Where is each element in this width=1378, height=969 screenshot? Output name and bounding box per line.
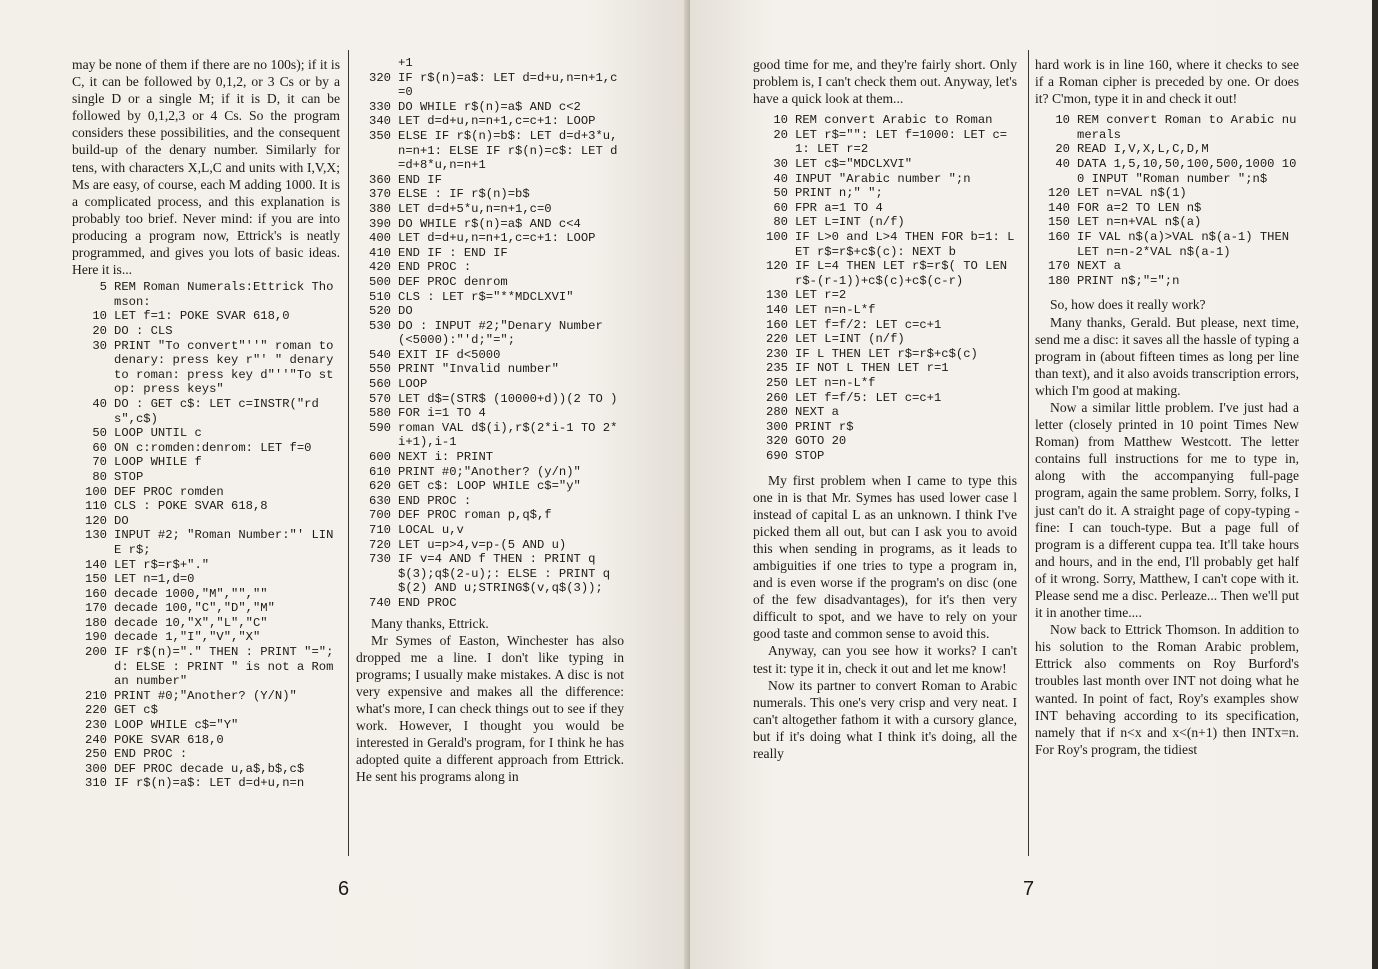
line-number: 170: [1048, 259, 1070, 274]
code-line: [753, 186, 1017, 201]
line-number: 600: [369, 450, 391, 465]
left-column-1: [72, 56, 340, 791]
paragraph: Many thanks, Gerald. But please, next time, send me a disc: it saves all the hassle of typing a program in (about fifteen times as long per line than text), and it also avoids transcription errors, which I'm good at making.: [1035, 314, 1299, 398]
code-statement: PRINT "Invalid number": [398, 362, 559, 377]
line-number: 170: [85, 601, 107, 616]
code-statement: END IF: [398, 172, 442, 187]
code-statement: NEXT i: PRINT: [398, 450, 494, 465]
code-statement: LET r=2: [795, 288, 847, 303]
code-statement: DATA 1,5,10,50,100,500,1000 100 INPUT "Roman number ";n$: [1077, 157, 1297, 186]
code-statement: FPR a=1 TO 4: [795, 200, 883, 215]
line-number: [356, 56, 398, 71]
code-statement: IF r$(n)="." THEN : PRINT "=";d: ELSE : PRINT " is not a Roman number": [114, 645, 334, 689]
arabic-to-roman-listing: [753, 113, 1017, 463]
code-statement: decade 1,"I","V","X": [114, 630, 261, 645]
code-statement: IF L>0 and L>4 THEN FOR b=1: LET r$=r$+c$(c): NEXT b: [795, 230, 1015, 259]
code-statement: GET c$: [114, 703, 158, 718]
paragraph: Anyway, can you see how it works? I can't test it: type it in, check it out and let me know!: [753, 643, 1017, 676]
code-statement: LET u=p>4,v=p-(5 AND u): [398, 537, 567, 552]
code-line: [1035, 113, 1299, 142]
column-rule: [1028, 50, 1029, 856]
code-line: [356, 552, 624, 596]
right-page: [690, 0, 1378, 969]
line-number: 420: [369, 260, 391, 275]
code-line: [356, 538, 624, 553]
line-number: 40: [92, 396, 107, 411]
code-line: [356, 56, 624, 71]
code-line: [356, 392, 624, 407]
code-line: [356, 494, 624, 509]
line-number: 320: [766, 434, 788, 449]
code-line: [356, 114, 624, 129]
code-line: [356, 348, 624, 363]
paragraph: Mr Symes of Easton, Winchester has also dropped me a line. I don't like typing in programs; I usually make mistakes. A disc is not very expensive and makes all the difference: what's more, I can check things out to see if they work. However, I thought you would be interested in Gerald's program, for I think he has adopted quite a different approach from Ettrick. He sent his programs along in: [356, 632, 624, 785]
code-line: [1035, 274, 1299, 289]
line-number: 380: [369, 201, 391, 216]
code-line: [72, 762, 340, 777]
code-line: [1035, 157, 1299, 186]
page-number: 6: [338, 878, 350, 900]
code-statement: decade 10,"X","L","C": [114, 615, 268, 630]
line-number: 150: [85, 572, 107, 587]
code-statement: EXIT IF d<5000: [398, 347, 501, 362]
code-line: [356, 246, 624, 261]
line-number: 130: [766, 288, 788, 303]
code-statement: LET d=d+5*u,n=n+1,c=0: [398, 201, 552, 216]
code-statement: CLS : POKE SVAR 618,8: [114, 499, 268, 514]
line-number: 60: [92, 440, 107, 455]
code-line: [72, 645, 340, 689]
line-number: 350: [369, 128, 391, 143]
line-number: 250: [85, 747, 107, 762]
code-line: [753, 157, 1017, 172]
right-column-2: [1035, 56, 1299, 758]
line-number: 160: [85, 586, 107, 601]
code-line: [356, 377, 624, 392]
code-line: [753, 332, 1017, 347]
code-statement: REM convert Arabic to Roman: [795, 113, 993, 128]
code-statement: DO: [398, 304, 413, 319]
right-col1-text-top: [753, 56, 1017, 107]
code-statement: IF r$(n)=a$: LET d=d+u,n=n: [114, 776, 305, 791]
line-number: 280: [766, 405, 788, 420]
line-number: 220: [766, 332, 788, 347]
code-line: [72, 630, 340, 645]
code-line: [72, 558, 340, 573]
code-line: [72, 397, 340, 426]
line-number: 100: [85, 484, 107, 499]
paragraph: Now a similar little problem. I've just had a letter (closely printed in 10 point Times New Roman) from Matthew Westcott. The letter contains full instructions for me to type in, along with the accompanying full-page program, again the same problem. Sorry, folks, I just can't do it. A straight page of copy-typing - fine: I can touch-type. But a page full of program is a different cuppa tea. It'll take hours and hours, and in the end, I'll probably get half of it wrong. Sorry, Matthew, I can't cope with it. Please send me a disc. Perleaze... Then we'll put it in another time....: [1035, 399, 1299, 621]
code-statement: PRINT "To convert"''" roman to denary: press key r"' " denary to roman: press key d"''"To stop: press keys": [114, 338, 341, 397]
line-number: 530: [369, 318, 391, 333]
code-line: [753, 128, 1017, 157]
code-line: [356, 479, 624, 494]
code-line: [753, 172, 1017, 187]
code-statement: LET L=INT (n/f): [795, 332, 905, 347]
line-number: 210: [85, 688, 107, 703]
code-line: [356, 231, 624, 246]
code-line: [753, 376, 1017, 391]
code-statement: decade 1000,"M","","": [114, 586, 268, 601]
line-number: 230: [766, 346, 788, 361]
line-number: 20: [92, 324, 107, 338]
code-line: [72, 587, 340, 602]
code-line: [356, 202, 624, 217]
paragraph: Now its partner to convert Roman to Arabic numerals. This one's very crisp and very neat. I can't altogether fathom it with a cursory glance, but if it's doing what I think it's doing, all the really: [753, 677, 1017, 762]
code-statement: ELSE IF r$(n)=b$: LET d=d+3*u,n=n+1: ELSE IF r$(n)=c$: LET d=d+8*u,n=n+1: [398, 128, 618, 173]
code-line: [1035, 201, 1299, 216]
code-line: [1035, 142, 1299, 157]
line-number: 235: [766, 361, 788, 376]
right-col2-text-top: [1035, 56, 1299, 107]
code-statement: IF v=4 AND f THEN : PRINT q$(3);q$(2-u);: ELSE : PRINT q$(2) AND u;STRING$(v,q$(3));: [398, 552, 611, 596]
code-statement: IF r$(n)=a$: LET d=d+u,n=n+1,c=0: [398, 70, 618, 100]
paragraph: Now back to Ettrick Thomson. In addition to his solution to the Roman Arabic problem, Ettrick also comments on Roy Burford's troubles last month over INT not doing what he wanted. In point of fact, Roy's examples show INT behaving according to its specification, namely that if n<x and x<(n+1) then INTx=n. For Roy's program, the tidiest: [1035, 622, 1299, 757]
code-line: [356, 187, 624, 202]
code-statement: PRINT n;" ";: [795, 186, 883, 201]
code-statement: LOOP UNTIL c: [114, 426, 202, 441]
code-line: [72, 733, 340, 748]
code-statement: REM Roman Numerals:Ettrick Thomson:: [114, 280, 334, 309]
line-number: 140: [1048, 200, 1070, 215]
line-number: 40: [1055, 157, 1070, 172]
code-statement: LET c$="MDCLXVI": [795, 157, 913, 172]
line-number: 340: [369, 114, 391, 129]
code-line: [1035, 186, 1299, 201]
line-number: 10: [773, 113, 788, 128]
code-line: [72, 747, 340, 762]
code-statement: END IF : END IF: [398, 245, 508, 260]
code-line: [753, 230, 1017, 259]
code-statement: GOTO 20: [795, 434, 847, 449]
line-number: 540: [369, 347, 391, 362]
code-line: [753, 420, 1017, 435]
code-line: [753, 215, 1017, 230]
code-line: [356, 275, 624, 290]
code-line: [753, 449, 1017, 464]
code-statement: INPUT #2; "Roman Number:"' LINE r$;: [114, 528, 334, 557]
code-line: [72, 718, 340, 733]
code-line: [356, 71, 624, 100]
code-line: [1035, 215, 1299, 230]
line-number: 300: [85, 761, 107, 776]
line-number: 330: [369, 99, 391, 114]
line-number: 50: [92, 426, 107, 441]
code-statement: POKE SVAR 618,0: [114, 732, 224, 747]
code-line: [72, 703, 340, 718]
code-statement: LOOP WHILE f: [114, 455, 202, 470]
paragraph: So, how does it really work?: [1050, 297, 1206, 313]
paragraph: may be none of them if there are no 100s); if it is C, it can be followed by 0,1,2, or 3 Cs or by a single D or a single M; if it is D, it can be followed by 0,1,2,3 or 4 Cs. So the program considers these possibilities, and the consequent build-up of the denary number. Similarly for tens, with characters X,L,C and units with I,V,X; Ms are easy, of course, each M adding 1000. It is a complicated process, and this explanation is probably too brief. Never mind: if you are into producing a program now, Ettrick's is neatly programmed, and gives you lots of basic ideas. Here it is...: [72, 57, 340, 278]
left-col1-text: [72, 56, 340, 278]
code-statement: STOP: [795, 448, 825, 463]
code-statement: LET f=f/2: LET c=c+1: [795, 317, 942, 332]
line-number: 720: [369, 537, 391, 552]
code-statement: DEF PROC roman p,q$,f: [398, 508, 552, 523]
line-number: 240: [85, 732, 107, 747]
code-line: [72, 280, 340, 309]
code-statement: IF L=4 THEN LET r$=r$( TO LEN r$-(r-1))+c$(c)+c$(c-r): [795, 259, 1015, 288]
code-line: [72, 470, 340, 485]
code-line: [72, 339, 340, 397]
code-line: [356, 129, 624, 173]
code-line: [356, 304, 624, 319]
line-number: 300: [766, 419, 788, 434]
code-statement: IF VAL n$(a)>VAL n$(a-1) THEN LET n=n-2*VAL n$(a-1): [1077, 230, 1297, 259]
code-statement: READ I,V,X,L,C,D,M: [1077, 142, 1209, 157]
code-line: [356, 465, 624, 480]
line-number: 690: [766, 448, 788, 463]
code-line: [72, 601, 340, 616]
code-statement: LET n=n+VAL n$(a): [1077, 215, 1202, 230]
code-statement: END PROC: [398, 595, 457, 610]
code-line: [72, 776, 340, 791]
paragraph: hard work is in line 160, where it checks to see if a Roman cipher is preceded by one. Or does it? C'mon, type it in and check it out!: [1035, 57, 1299, 107]
line-number: 620: [369, 479, 391, 494]
code-line: [356, 406, 624, 421]
code-line: [72, 572, 340, 587]
line-number: 730: [369, 552, 391, 567]
code-line: [72, 309, 340, 324]
code-statement: ELSE : IF r$(n)=b$: [398, 187, 530, 202]
line-number: 150: [1048, 215, 1070, 230]
line-number: 80: [92, 469, 107, 484]
code-statement: IF L THEN LET r$=r$+c$(c): [795, 346, 978, 361]
line-number: 200: [85, 645, 107, 660]
line-number: 390: [369, 216, 391, 231]
line-number: 520: [369, 304, 391, 319]
line-number: 140: [766, 303, 788, 317]
line-number: 60: [773, 200, 788, 215]
code-statement: PRINT #0;"Another? (y/n)": [398, 464, 581, 479]
code-statement: DO WHILE r$(n)=a$ AND c<2: [398, 99, 581, 114]
roman-denary-listing-part2: [356, 56, 624, 611]
line-number: 30: [773, 157, 788, 172]
code-statement: LET r$="": LET f=1000: LET c=1: LET r=2: [795, 127, 1008, 157]
code-line: [1035, 230, 1299, 259]
paragraph: good time for me, and they're fairly short. Only problem is, I can't check them out. Anyway, let's have a quick look at them...: [753, 57, 1017, 107]
line-number: 20: [1055, 142, 1070, 157]
code-line: [753, 405, 1017, 420]
code-statement: END PROC :: [398, 493, 472, 508]
line-number: 560: [369, 377, 391, 392]
code-line: [753, 113, 1017, 128]
line-number: 360: [369, 172, 391, 187]
code-line: [72, 689, 340, 704]
code-statement: DEF PROC romden: [114, 484, 224, 499]
code-statement: DEF PROC decade u,a$,b$,c$: [114, 761, 305, 776]
line-number: 10: [92, 309, 107, 324]
line-number: 5: [99, 280, 107, 295]
code-statement: LOCAL u,v: [398, 523, 464, 537]
line-number: 610: [369, 464, 391, 479]
code-statement: STOP: [114, 469, 144, 484]
code-statement: LET L=INT (n/f): [795, 215, 905, 230]
code-statement: LET f=f/5: LET c=c+1: [795, 390, 942, 405]
code-statement: PRINT n$;"=";n: [1077, 273, 1180, 288]
line-number: 370: [369, 187, 391, 202]
line-number: 260: [766, 390, 788, 405]
code-line: [753, 434, 1017, 449]
code-line: [753, 288, 1017, 303]
code-statement: DO : INPUT #2;"Denary Number (<5000):"'d;"=";: [398, 318, 611, 348]
code-statement: INPUT "Arabic number ";n: [795, 171, 971, 186]
code-statement: LET d=d+u,n=n+1,c=c+1: LOOP: [398, 231, 596, 246]
code-line: [72, 528, 340, 557]
line-number: 710: [369, 523, 391, 537]
code-statement: ON c:romden:denrom: LET f=0: [114, 440, 312, 455]
code-statement: GET c$: LOOP WHILE c$="y": [398, 479, 581, 494]
right-column-1: [753, 56, 1017, 762]
line-number: 400: [369, 231, 391, 246]
line-number: 50: [773, 186, 788, 201]
code-line: [72, 616, 340, 631]
code-line: [356, 523, 624, 538]
line-number: 740: [369, 595, 391, 610]
line-number: 100: [766, 230, 788, 245]
scan-edge: [1372, 0, 1378, 969]
line-number: 320: [369, 70, 391, 85]
code-statement: LET d$=(STR$ (10000+d))(2 TO ): [398, 391, 618, 406]
paragraph: Many thanks, Ettrick.: [371, 615, 489, 631]
code-statement: LOOP: [398, 377, 428, 392]
code-statement: DO WHILE r$(n)=a$ AND c<4: [398, 216, 581, 231]
line-number: 10: [1055, 113, 1070, 128]
code-statement: DEF PROC denrom: [398, 274, 508, 289]
code-line: [72, 499, 340, 514]
code-statement: FOR i=1 TO 4: [398, 406, 486, 421]
left-col2-text: [356, 615, 624, 786]
line-number: 80: [773, 215, 788, 230]
code-statement: PRINT r$: [795, 419, 854, 434]
page-number: 7: [1023, 878, 1035, 900]
right-col2-text: [1035, 296, 1299, 758]
code-line: [72, 426, 340, 441]
line-number: 220: [85, 703, 107, 718]
code-line: [356, 217, 624, 232]
code-statement: roman VAL d$(i),r$(2*i-1 TO 2*i+1),i-1: [398, 420, 618, 450]
code-statement: LET d=d+u,n=n+1,c=c+1: LOOP: [398, 114, 596, 129]
column-rule: [348, 50, 349, 856]
roman-to-arabic-listing: [1035, 113, 1299, 288]
code-line: [753, 391, 1017, 406]
line-number: 20: [773, 127, 788, 142]
code-line: [356, 362, 624, 377]
code-statement: LET n=VAL n$(1): [1077, 186, 1187, 201]
line-number: 700: [369, 508, 391, 523]
code-statement: PRINT #0;"Another? (Y/N)": [114, 688, 297, 703]
code-line: [753, 259, 1017, 288]
code-line: [753, 201, 1017, 216]
line-number: 580: [369, 406, 391, 421]
code-statement: END PROC :: [114, 747, 188, 762]
code-statement: NEXT a: [795, 405, 839, 420]
code-line: [1035, 259, 1299, 274]
paragraph: My first problem when I came to type this one in is that Mr. Symes has used lower case l instead of capital L as an unknown. I think I've picked them all out, but can I ask you to avoid this when sending in programs, as it leads to ambiguities if one tries to type a program in, and is even worse if the program's on disc (one of the few disadvantages), for it's then very difficult to spot, and we have to rely on your good taste and common sense to avoid this.: [753, 472, 1017, 642]
line-number: 180: [85, 615, 107, 630]
line-number: 630: [369, 493, 391, 508]
roman-denary-listing-part1: [72, 280, 340, 791]
code-statement: DO: [114, 513, 129, 528]
code-line: [356, 450, 624, 465]
line-number: 110: [85, 499, 107, 514]
line-number: 500: [369, 274, 391, 289]
code-line: [753, 361, 1017, 376]
line-number: 590: [369, 420, 391, 435]
code-statement: decade 100,"C","D","M": [114, 601, 275, 616]
code-statement: LET n=n-L*f: [795, 375, 876, 390]
code-line: [356, 173, 624, 188]
code-statement: LOOP WHILE c$="Y": [114, 718, 239, 733]
code-line: [356, 100, 624, 115]
code-statement: END PROC :: [398, 260, 472, 275]
left-column-2: [356, 56, 624, 786]
code-statement: NEXT a: [1077, 259, 1121, 274]
line-number: 120: [85, 513, 107, 528]
code-line: [72, 514, 340, 529]
right-col1-text: [753, 472, 1017, 763]
code-line: [72, 441, 340, 456]
code-line: [753, 318, 1017, 333]
line-number: 510: [369, 289, 391, 304]
line-number: 40: [773, 171, 788, 186]
code-line: [753, 303, 1017, 318]
code-line: [356, 596, 624, 611]
code-statement: DO : GET c$: LET c=INSTR("rds",c$): [114, 396, 319, 426]
line-number: 130: [85, 528, 107, 543]
line-number: 180: [1048, 273, 1070, 288]
line-number: 70: [92, 455, 107, 470]
code-statement: LET n=n-L*f: [795, 303, 876, 317]
line-number: 190: [85, 630, 107, 645]
code-line: [72, 485, 340, 500]
code-statement: DO : CLS: [114, 324, 173, 338]
code-statement: IF NOT L THEN LET r=1: [795, 361, 949, 376]
line-number: 120: [766, 259, 788, 274]
line-number: 160: [766, 317, 788, 332]
code-line: [72, 455, 340, 470]
line-number: 30: [92, 338, 107, 353]
line-number: 230: [85, 718, 107, 733]
code-line: [72, 324, 340, 339]
code-statement: FOR a=2 TO LEN n$: [1077, 200, 1202, 215]
line-number: 140: [85, 557, 107, 572]
line-number: 550: [369, 362, 391, 377]
code-statement: REM convert Roman to Arabic numerals: [1077, 113, 1297, 142]
code-line: [356, 260, 624, 275]
code-line: [356, 421, 624, 450]
line-number: 410: [369, 245, 391, 260]
code-statement: LET r$=r$+".": [114, 557, 210, 572]
code-line: [753, 347, 1017, 362]
line-number: 120: [1048, 186, 1070, 201]
code-statement: +1: [398, 56, 413, 70]
line-number: 310: [85, 776, 107, 791]
code-line: [356, 319, 624, 348]
code-line: [356, 290, 624, 305]
line-number: 250: [766, 375, 788, 390]
code-line: [356, 508, 624, 523]
code-statement: LET n=1,d=0: [114, 572, 195, 587]
code-statement: CLS : LET r$="**MDCLXVI": [398, 289, 574, 304]
line-number: 570: [369, 391, 391, 406]
code-statement: LET f=1: POKE SVAR 618,0: [114, 309, 290, 324]
line-number: 160: [1048, 230, 1070, 245]
